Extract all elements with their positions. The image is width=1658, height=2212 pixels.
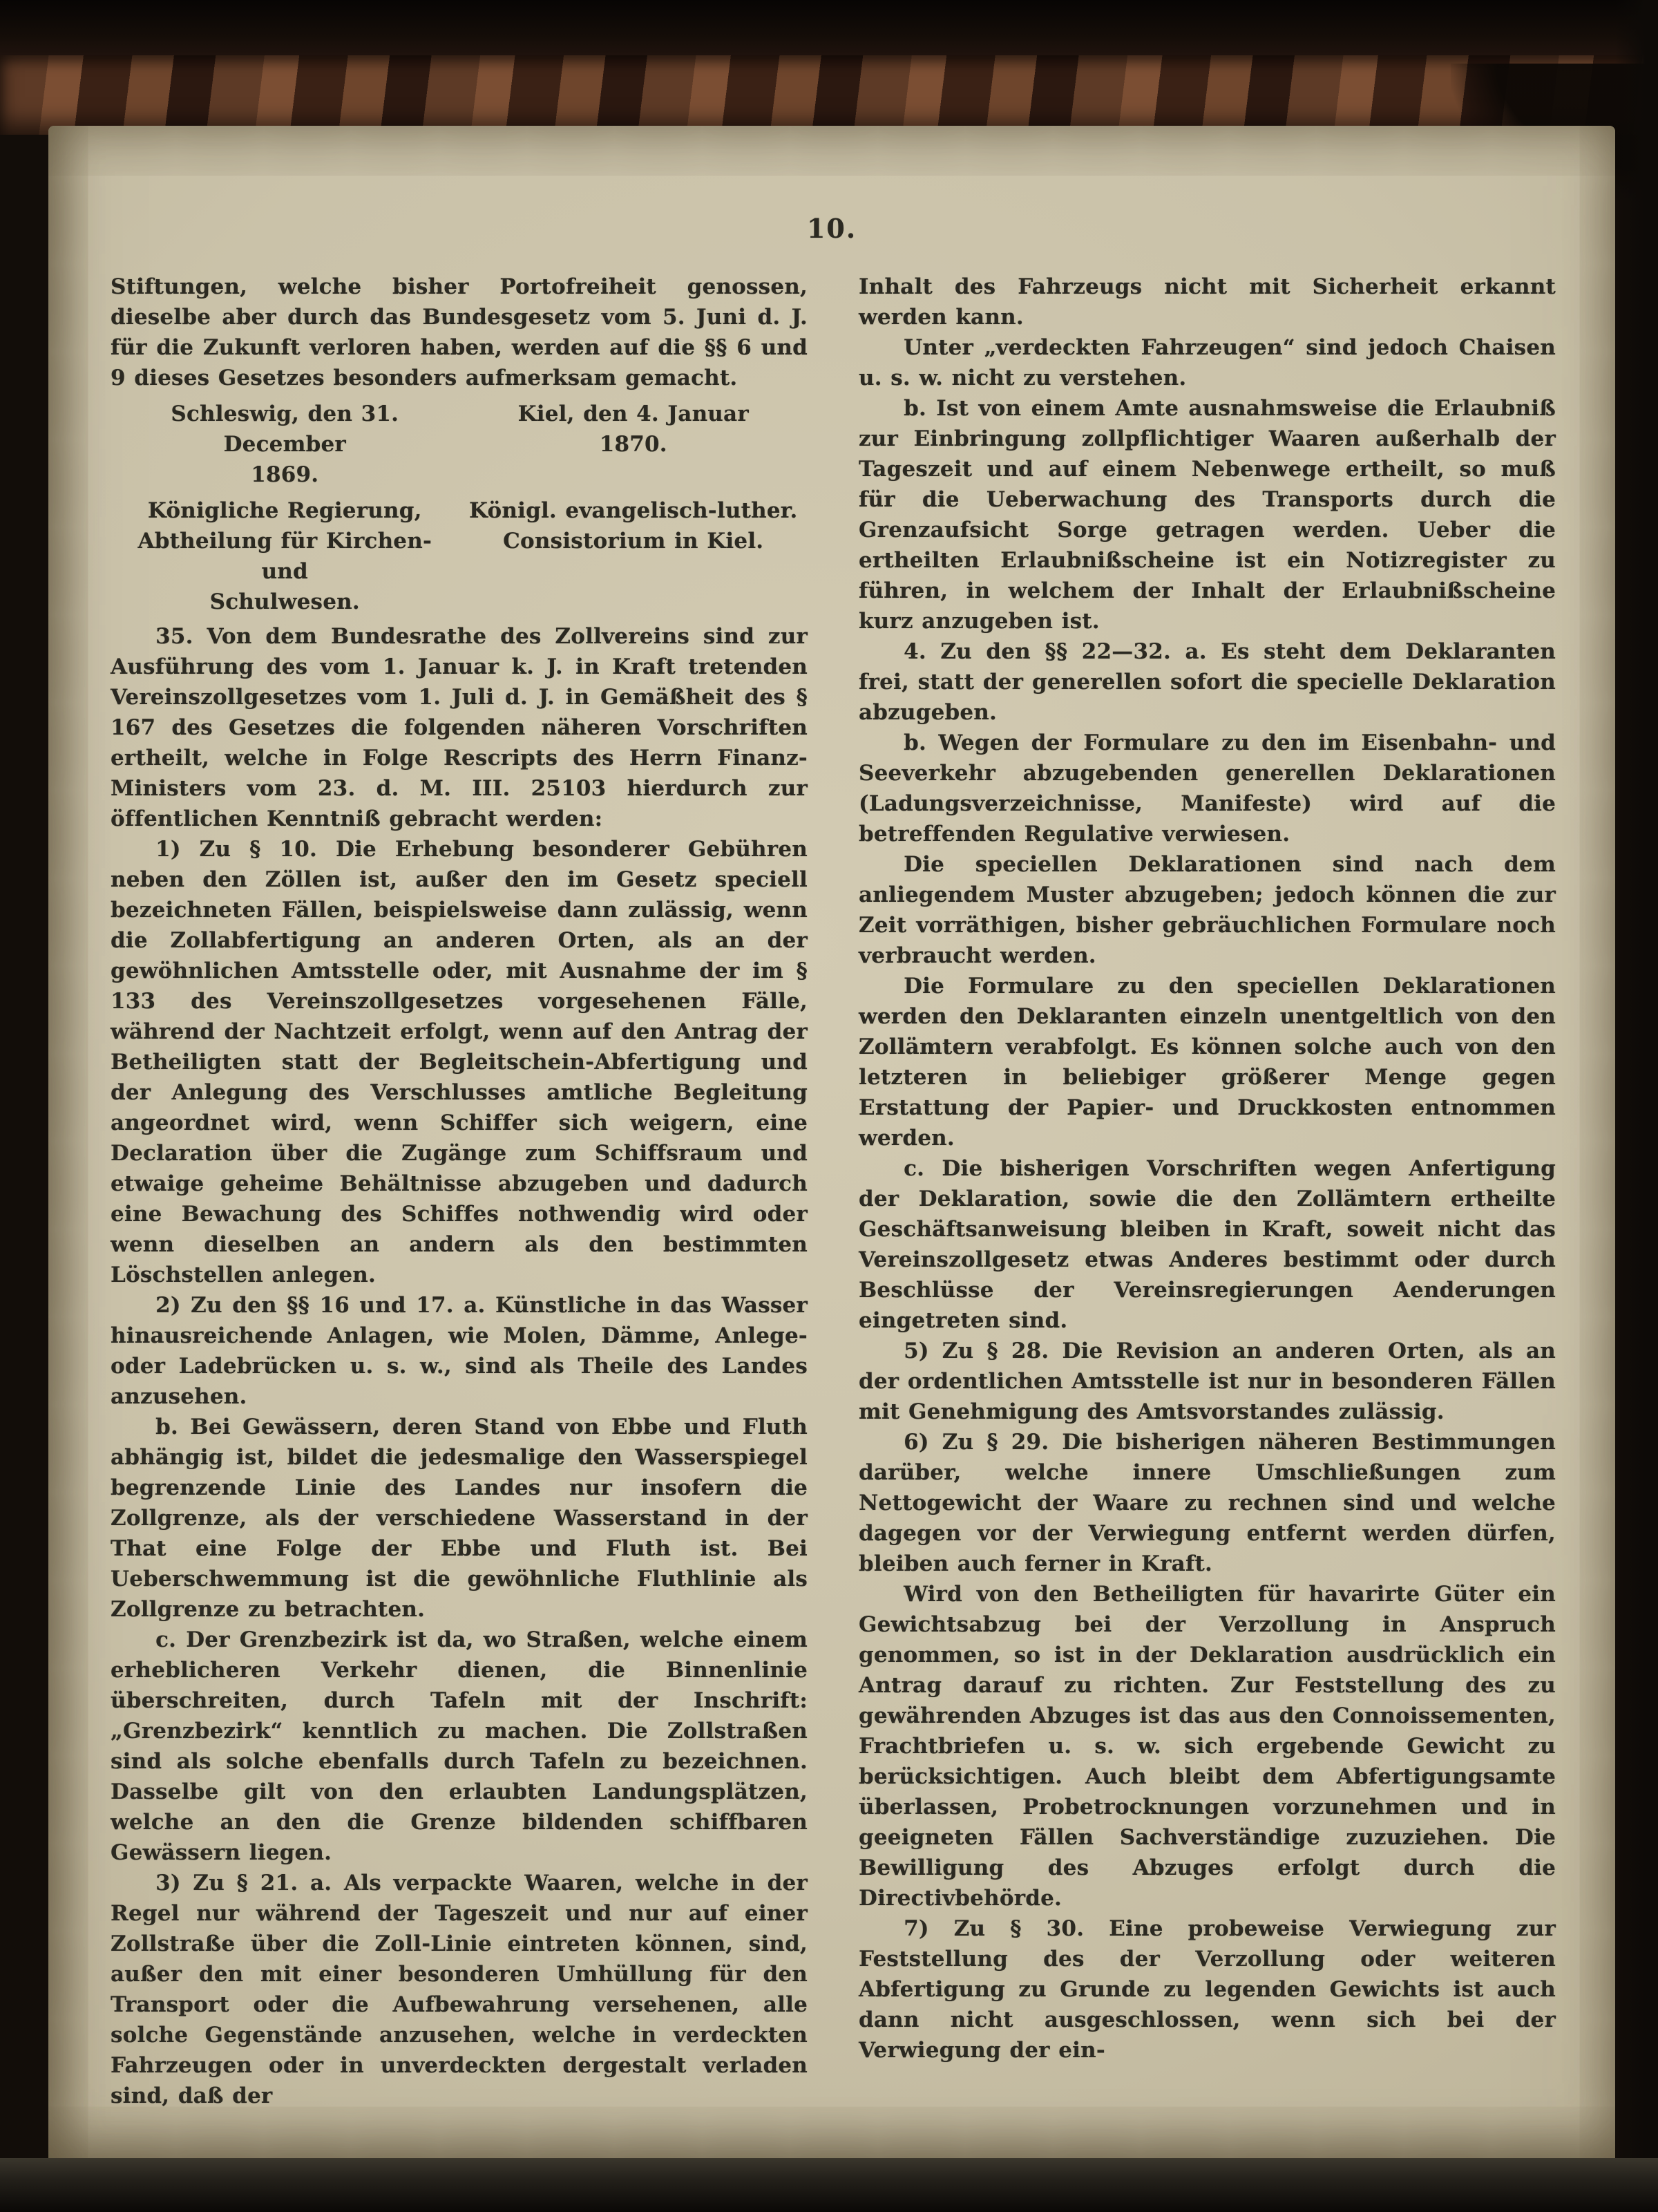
paragraph-lead: 5) Zu § 28. [904,1339,1063,1363]
left-paragraphs-after [111,621,808,2111]
paragraph: Wird von den Betheiligten für havarirte Güter ein Gewichtsabzug bei der Verzollung in Anspruch genommen, so ist in der Deklaration ausdrücklich ein Antrag darauf zu richten. Zur Feststellung des zu gewährenden Abzuges ist das aus den Connoissementen, Frachtbriefen u. s. w. sich ergebende Gewicht zu berücksichtigen. Auch bleibt dem Abfertigungsamte überlassen, Probetrocknungen vorzunehmen und in geeigneten Fällen Sachverständige zuzuziehen. Die Bewilligung des Abzuges erfolgt durch die Directivbehörde. [859,1582,1556,1911]
paragraph-lead: 6) Zu § 29. [904,1430,1063,1455]
paragraph-lead: c. [155,1627,187,1652]
dateline-right [459,399,808,490]
book-page [48,126,1615,2166]
signature-line: Consistorium in Kiel. [503,529,764,554]
paragraph-lead: 4. Zu den §§ 22—32. a. [904,639,1221,664]
paragraph-lead: 7) Zu § 30. [904,1916,1109,1941]
paragraph-lead: b. [155,1415,191,1439]
paragraph: Unter „verdeckten Fahrzeugen“ sind jedoch Chaisen u. s. w. nicht zu verstehen. [859,335,1556,390]
paragraph: c. Der Grenzbezirk ist da, wo Straßen, welche einem erheblicheren Verkehr dienen, die Binnenlinie überschreiten, durch Tafeln mit der Inschrift: „Grenzbezirk“ kenntlich zu machen. Die Zollstraßen sind als solche ebenfalls durch Tafeln zu bezeichnen. Dasselbe gilt von den erlaubten Landungsplätzen, welche an den die Grenze bildenden schiffbaren Gewässern liegen. [111,1627,808,1865]
paragraph: 5) Zu § 28. Die Revision an anderen Orten, als an der ordentlichen Amtsstelle ist nur in besonderen Fällen mit Genehmigung des Amtsvorstandes zulässig. [859,1339,1556,1424]
left-paragraphs-before [111,272,808,393]
dateline-place: Kiel, den 4. Januar [517,401,749,426]
signature-line: Abtheilung für Kirchen- und [137,529,432,584]
paragraph: Inhalt des Fahrzeugs nicht mit Sicherheit erkannt werden kann. [859,274,1556,330]
paragraph: 35. Von dem Bundesrathe des Zollvereins sind zur Ausführung des vom 1. Januar k. J. in Kraft tretenden Vereinszollgesetzes vom 1. Juli d. J. in Gemäßheit des § 167 des Gesetzes die folgenden näheren Vorschriften ertheilt, welche in Folge Rescripts des Herrn Finanz-Ministers vom 23. d. M. III. 25103 hierdurch zur öffentlichen Kenntniß gebracht werden: [111,624,808,831]
dateline-block [111,399,808,490]
paragraph: Die Formulare zu den speciellen Deklarationen werden den Deklaranten einzeln unentgeltlich von den Zollämtern verabfolgt. Es können solche auch von den letzteren in beliebiger größerer Menge gegen Erstattung der Papier- und Druckkosten entnommen werden. [859,974,1556,1151]
paragraph: b. Ist von einem Amte ausnahmsweise die Erlaubniß zur Einbringung zollpflichtiger Waaren außerhalb der Tageszeit und auf einem Nebenwege ertheilt, so muß für die Ueberwachung des Transports durch die Grenzaufsicht Sorge getragen werden. Ueber die ertheilten Erlaubnißscheine ist ein Notizregister zu führen, in welchem der Inhalt der Erlaubnißscheine kurz anzugeben ist. [859,396,1556,634]
book-cover-edge [0,55,1658,135]
signature-left [111,495,459,617]
paragraph-lead: 1) Zu § 10. [155,837,336,862]
paragraph: Stiftungen, welche bisher Portofreiheit genossen, dieselbe aber durch das Bundesgesetz vom 5. Juni d. J. für die Zukunft verloren haben, werden auf die §§ 6 und 9 dieses Gesetzes besonders aufmerksam gemacht. [111,274,808,390]
paragraph: 7) Zu § 30. Eine probeweise Verwiegung zur Feststellung des der Verzollung oder weiteren Abfertigung zu Grunde zu legenden Gewichts ist auch dann nicht ausgeschlossen, wenn sich bei der Verwiegung der ein- [859,1916,1556,2063]
paragraph-lead: 3) Zu § 21. a. [155,1871,344,1896]
paragraph: 3) Zu § 21. a. Als verpackte Waaren, welche in der Regel nur während der Tageszeit und nur auf einer Zollstraße über die Zoll-Linie eintreten können, sind, außer den mit einer besonderen Umhüllung für den Transport oder die Aufbewahrung versehenen, alle solche Gegenstände anzusehen, welche in verdeckten Fahrzeugen oder in unverdeckten dergestalt verladen sind, daß der [111,1871,808,2108]
signature-line: Königl. evangelisch-luther. [469,498,798,523]
signature-right [459,495,808,617]
dateline-year: 1869. [251,462,319,487]
right-paragraphs [859,272,1556,2066]
paragraph: 1) Zu § 10. Die Erhebung besonderer Gebühren neben den Zöllen ist, außer den im Gesetz speciell bezeichneten Fällen, beispielsweise dann zulässig, wenn die Zollabfertigung an anderen Orten, als an der gewöhnlichen Amtsstelle oder, mit Ausnahme der im § 133 des Vereinszollgesetzes vorgesehenen Fälle, während der Nachtzeit erfolgt, wenn auf den Antrag der Betheiligten statt der Begleitschein-Abfertigung und der Anlegung des Verschlusses amtliche Begleitung angeordnet wird, wenn Schiffer sich weigern, eine Declaration über die Zugänge zum Schiffsraum und etwaige geheime Behältnisse abzugeben und dadurch eine Bewachung des Schiffes nothwendig wird oder wenn dieselben an andern als den bestimmten Löschstellen anlegen. [111,837,808,1287]
dateline-year: 1870. [599,432,667,457]
right-column [859,272,1556,2111]
paragraph-lead: b. [904,730,939,755]
paragraph: 6) Zu § 29. Die bisherigen näheren Bestimmungen darüber, welche innere Umschließungen zum Nettogewicht der Waare zu rechnen sind und welche dagegen vor der Verwiegung entfernt werden dürfen, bleiben auch ferner in Kraft. [859,1430,1556,1576]
signature-line: Königliche Regierung, [147,498,422,523]
signature-block [111,495,808,617]
dateline-place: Schleswig, den 31. December [171,401,399,457]
page-number: 10. [806,213,857,244]
left-column [111,272,808,2111]
paragraph-lead: 2) Zu den §§ 16 und 17. a. [155,1293,495,1318]
paragraph-lead: c. [904,1156,942,1181]
background-right-edge [1615,0,1658,2212]
paragraph: b. Bei Gewässern, deren Stand von Ebbe und Fluth abhängig ist, bildet die jedesmalige den Wasserspiegel begrenzende Linie des Landes nur insofern die Zollgrenze, als der verschiedene Wasserstand in der That eine Folge der Ebbe und Fluth ist. Bei Ueberschwemmung ist die gewöhnliche Fluthlinie als Zollgrenze zu betrachten. [111,1415,808,1622]
paragraph: 4. Zu den §§ 22—32. a. Es steht dem Deklaranten frei, statt der generellen sofort die specielle Deklaration abzugeben. [859,639,1556,725]
paragraph: Die speciellen Deklarationen sind nach dem anliegendem Muster abzugeben; jedoch können die zur Zeit vorräthigen, bisher gebräuchlichen Formulare noch verbraucht werden. [859,852,1556,968]
signature-line: Schulwesen. [209,589,360,614]
paragraph: 2) Zu den §§ 16 und 17. a. Künstliche in das Wasser hinausreichende Anlagen, wie Molen, Dämme, Anlege- oder Ladebrücken u. s. w., sind als Theile des Landes anzusehen. [111,1293,808,1409]
paragraph-lead: b. [904,396,937,421]
dateline-left [111,399,459,490]
paragraph: b. Wegen der Formulare zu den im Eisenbahn- und Seeverkehr abzugebenden generellen Deklarationen (Ladungsverzeichnisse, Manifeste) wird auf die betreffenden Regulative verwiesen. [859,730,1556,847]
text-columns [48,244,1615,2111]
paragraph: c. Die bisherigen Vorschriften wegen Anfertigung der Deklaration, sowie die den Zollämtern ertheilte Geschäftsanweisung bleiben in Kraft, soweit nicht das Vereinszollgesetz etwas Anderes bestimmt oder durch Beschlüsse der Vereinsregierungen Aenderungen eingetreten sind. [859,1156,1556,1333]
background-wood-bottom [0,2158,1658,2212]
paragraph-lead: 35. [155,624,207,649]
